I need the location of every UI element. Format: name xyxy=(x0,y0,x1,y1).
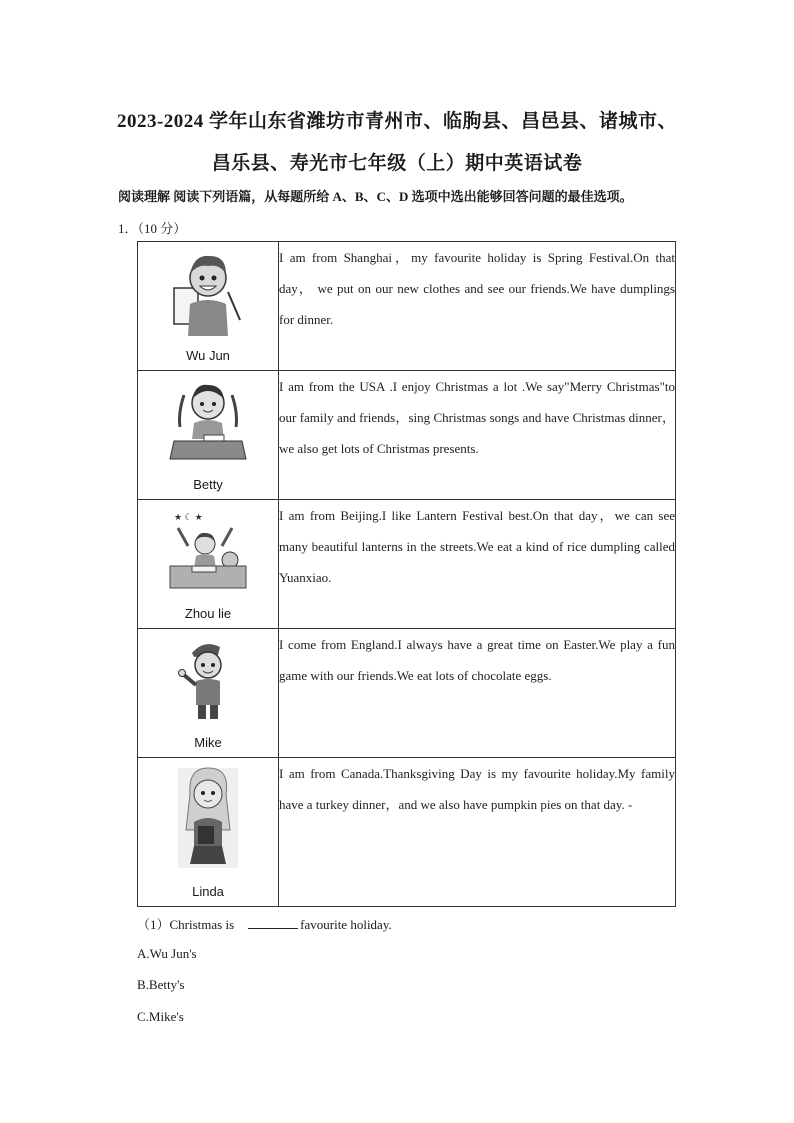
table-row xyxy=(138,758,676,907)
option-c[interactable]: C.Mike's xyxy=(137,1009,184,1024)
boy-with-notebook-icon xyxy=(168,248,248,338)
boy-waving-icon xyxy=(168,635,248,725)
row-text: I come from England.I always have a great time on Easter.We play a fun game with our friends.We eat lots of chocolate eggs. xyxy=(279,629,676,758)
row-text: I am from the USA .I enjoy Christmas a lot .We say"Merry Christmas"to our family and friends，sing Christmas songs and have Christmas dinner，we also get lots of Christmas presents. xyxy=(279,371,676,500)
girl-at-desk-icon xyxy=(168,377,248,467)
page-title-line1: 2023-2024 学年山东省潍坊市青州市、临朐县、昌邑县、诸城市、 xyxy=(116,111,678,132)
row-name: Mike xyxy=(194,735,222,750)
question-1-prefix: （1）Christmas is xyxy=(137,917,235,932)
option-b[interactable]: B.Betty's xyxy=(137,977,185,992)
girl-with-globe-icon xyxy=(168,506,248,596)
row-name: Linda xyxy=(192,884,224,899)
row-name: Wu Jun xyxy=(186,348,230,363)
picture-cell xyxy=(138,371,279,500)
svg-text:★ ☾ ★: ★ ☾ ★ xyxy=(174,512,203,522)
option-a[interactable]: A.Wu Jun's xyxy=(137,946,197,961)
row-text: I am from Shanghai，my favourite holiday is Spring Festival.On that day， we put on our new clothes and see our friends.We have dumplings for dinner. xyxy=(279,242,676,371)
row-name: Zhou lie xyxy=(184,606,232,621)
table-row xyxy=(138,371,676,500)
row-text: I am from Beijing.I like Lantern Festival best.On that day，we can see many beautiful lanterns in the streets.We eat a kind of rice dumpling called Yuanxiao. xyxy=(279,500,676,629)
picture-cell xyxy=(138,629,279,758)
row-name: Betty xyxy=(193,477,223,492)
table-row xyxy=(138,629,676,758)
table-row xyxy=(138,242,676,371)
question-1-suffix: favourite holiday. xyxy=(300,917,392,932)
picture-cell xyxy=(138,242,279,371)
page-title-line2: 昌乐县、寿光市七年级（上）期中英语试卷 xyxy=(211,153,583,174)
row-text: I am from Canada.Thanksgiving Day is my favourite holiday.My family have a turkey dinner，and we also have pumpkin pies on that day. - xyxy=(279,758,676,907)
question-1 xyxy=(137,914,392,933)
picture-cell xyxy=(138,500,279,629)
instructions: 阅读理解 阅读下列语篇，从每题所给 A、B、C、D 选项中选出能够回答问题的最佳选项。 xyxy=(118,189,633,204)
blonde-girl-icon xyxy=(168,764,248,874)
question-number: 1．（10 分） xyxy=(118,221,187,236)
table-row xyxy=(138,500,676,629)
picture-cell xyxy=(138,758,279,907)
reading-table xyxy=(137,241,676,907)
answer-blank xyxy=(248,916,298,929)
